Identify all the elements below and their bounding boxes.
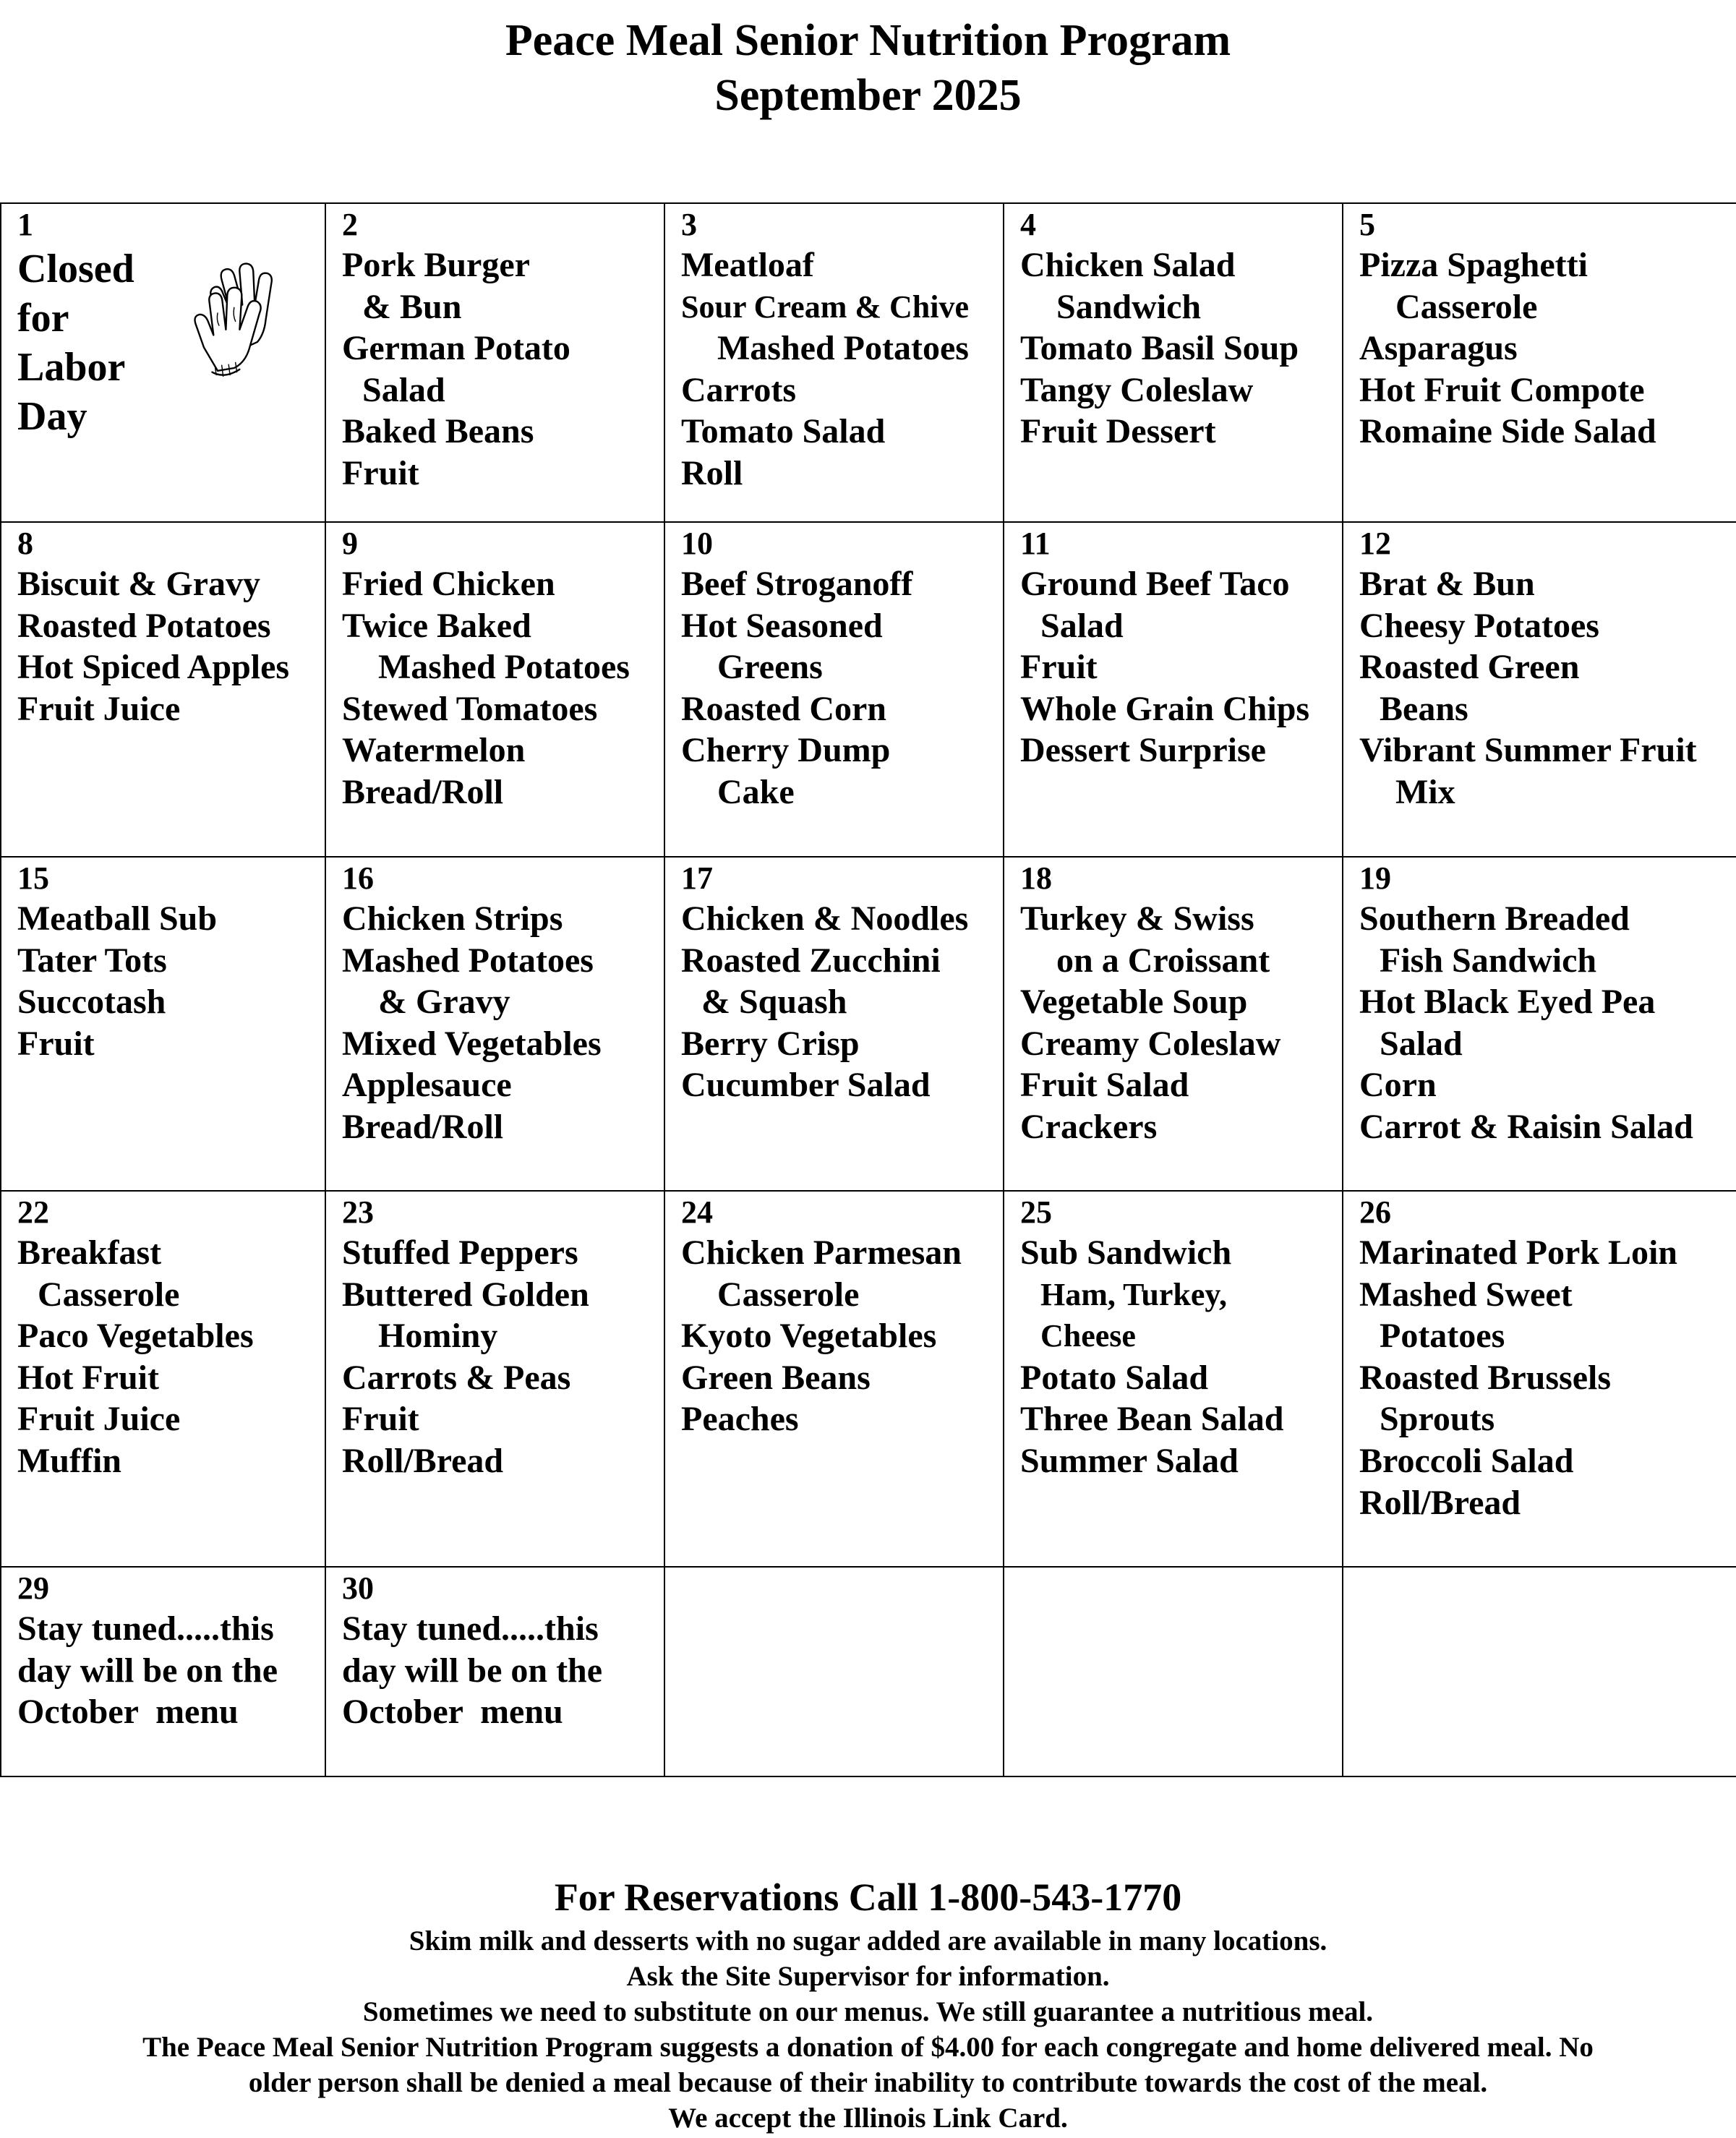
- day-cell-4: [1004, 203, 1343, 522]
- menu-item: Beans: [1380, 689, 1468, 728]
- menu-item: Summer Salad: [1020, 1441, 1239, 1480]
- menu-item: Three Bean Salad: [1020, 1400, 1284, 1439]
- menu-item: Fruit Salad: [1020, 1066, 1189, 1105]
- closed-line: for: [17, 296, 69, 341]
- menu-item: Succotash: [17, 983, 166, 1022]
- day-cell-17: [664, 857, 1004, 1191]
- menu-item: Sub Sandwich: [1020, 1233, 1232, 1272]
- day-cell-10: [664, 522, 1004, 857]
- menu-item: Ground Beef Taco: [1020, 565, 1290, 603]
- menu-item: Carrots: [681, 370, 797, 409]
- day-cell-18: [1004, 857, 1343, 1191]
- day-number: 22: [17, 1194, 49, 1230]
- day-number: 2: [342, 207, 358, 242]
- menu-item: Turkey & Swiss: [1020, 899, 1254, 938]
- day-number: 1: [17, 207, 33, 242]
- menu-item: Mashed Potatoes: [378, 648, 630, 687]
- day-cell-19: [1343, 857, 1736, 1191]
- menu-item: Beef Stroganoff: [681, 565, 913, 603]
- menu-item: Roasted Green: [1359, 648, 1580, 687]
- page-title: [0, 13, 1736, 123]
- menu-item: Ham, Turkey,: [1040, 1276, 1227, 1312]
- menu-item: Fish Sandwich: [1380, 941, 1597, 980]
- menu-item: Crackers: [1020, 1107, 1158, 1146]
- menu-item: Romaine Side Salad: [1359, 412, 1656, 451]
- day-cell-9: [325, 522, 664, 857]
- menu-item: Cheese: [1040, 1318, 1136, 1354]
- menu-item: Breakfast: [17, 1233, 162, 1272]
- footer-note: older person shall be denied a meal because of their inability to contribute towards the cost of the meal.: [248, 2067, 1488, 2098]
- menu-item: Tomato Salad: [681, 412, 886, 451]
- week-row-3: [1, 857, 1736, 1191]
- menu-item: Greens: [717, 648, 823, 687]
- menu-item: Chicken Strips: [342, 899, 563, 938]
- day-number: 25: [1020, 1194, 1052, 1230]
- menu-item: Mixed Vegetables: [342, 1024, 602, 1063]
- day-cell-29: [1, 1567, 325, 1776]
- day-cell-22: [1, 1191, 325, 1567]
- menu-item: Hot Fruit: [17, 1358, 159, 1397]
- menu-item: Fried Chicken: [342, 565, 555, 603]
- menu-item: Vibrant Summer Fruit: [1359, 731, 1697, 770]
- menu-item: October menu: [17, 1693, 239, 1732]
- menu-item: Stewed Tomatoes: [342, 689, 598, 728]
- day-cell-15: [1, 857, 325, 1191]
- menu-item: Salad: [362, 370, 445, 409]
- menu-item: Casserole: [1395, 287, 1538, 326]
- menu-item: Fruit Juice: [17, 689, 181, 728]
- menu-item: Paco Vegetables: [17, 1317, 254, 1356]
- day-number: 30: [342, 1570, 374, 1606]
- menu-item: Stay tuned.....this: [17, 1609, 274, 1648]
- footer-note: Sometimes we need to substitute on our menus. We still guarantee a nutritious meal.: [362, 1996, 1374, 2027]
- menu-item: Salad: [1380, 1024, 1463, 1063]
- day-number: 11: [1020, 526, 1051, 561]
- gloves-icon: [176, 244, 314, 382]
- menu-item: Fruit Dessert: [1020, 412, 1216, 451]
- day-cell-26: [1343, 1191, 1736, 1567]
- menu-item: Brat & Bun: [1359, 565, 1535, 603]
- menu-item: Roasted Potatoes: [17, 606, 271, 645]
- menu-item: Mashed Sweet: [1359, 1275, 1573, 1314]
- menu-item: Casserole: [38, 1275, 180, 1314]
- footer-note: The Peace Meal Senior Nutrition Program suggests a donation of $4.00 for each congregate and home delivered meal. No: [142, 2032, 1594, 2063]
- menu-item: Marinated Pork Loin: [1359, 1233, 1677, 1272]
- menu-item: Casserole: [717, 1275, 860, 1314]
- menu-item: Pizza Spaghetti: [1359, 246, 1588, 284]
- menu-item: Cake: [717, 772, 795, 811]
- day-cell-3: [664, 203, 1004, 522]
- menu-item: Cheesy Potatoes: [1359, 606, 1599, 645]
- menu-item: Tangy Coleslaw: [1020, 370, 1254, 409]
- menu-item: Twice Baked: [342, 606, 531, 645]
- day-cell-5: [1343, 203, 1736, 522]
- menu-item: Whole Grain Chips: [1020, 689, 1310, 728]
- day-cell-23: [325, 1191, 664, 1567]
- day-number: 29: [17, 1570, 49, 1606]
- day-number: 12: [1359, 526, 1391, 561]
- menu-item: Chicken & Noodles: [681, 899, 969, 938]
- menu-item: Berry Crisp: [681, 1024, 860, 1063]
- menu-item: Mix: [1395, 772, 1455, 811]
- menu-item: Stuffed Peppers: [342, 1233, 578, 1272]
- day-cell-1: [1, 203, 325, 522]
- menu-item: Watermelon: [342, 731, 526, 770]
- menu-item: Pork Burger: [342, 246, 530, 284]
- menu-item: Fruit: [1020, 648, 1098, 687]
- menu-item: Vegetable Soup: [1020, 983, 1248, 1022]
- menu-item: Fruit: [17, 1024, 95, 1063]
- footer-note: Skim milk and desserts with no sugar added are available in many locations.: [409, 1925, 1327, 1957]
- menu-item: Peaches: [681, 1400, 799, 1439]
- menu-item: Tater Tots: [17, 941, 167, 980]
- menu-item: Mashed Potatoes: [717, 329, 969, 368]
- menu-item: Broccoli Salad: [1359, 1441, 1574, 1480]
- menu-item: Chicken Parmesan: [681, 1233, 962, 1272]
- day-number: 3: [681, 207, 697, 242]
- day-number: 16: [342, 860, 374, 896]
- day-number: 24: [681, 1194, 713, 1230]
- menu-item: Kyoto Vegetables: [681, 1317, 937, 1356]
- menu-item: & Squash: [701, 983, 847, 1022]
- empty-cell: [1343, 1567, 1736, 1776]
- menu-item: Roasted Corn: [681, 689, 886, 728]
- menu-item: Hot Fruit Compote: [1359, 370, 1645, 409]
- menu-item: Potato Salad: [1020, 1358, 1209, 1397]
- menu-item: Cucumber Salad: [681, 1066, 931, 1105]
- menu-item: Meatball Sub: [17, 899, 218, 938]
- menu-item: on a Croissant: [1056, 941, 1270, 980]
- day-number: 5: [1359, 207, 1375, 242]
- day-number: 18: [1020, 860, 1052, 896]
- menu-item: Fruit: [342, 453, 419, 492]
- week-row-2: [1, 522, 1736, 857]
- menu-item: Creamy Coleslaw: [1020, 1024, 1281, 1063]
- program-title: Peace Meal Senior Nutrition Program: [505, 16, 1231, 65]
- footer-note: Ask the Site Supervisor for information.: [626, 1961, 1110, 1992]
- day-number: 4: [1020, 207, 1036, 242]
- week-row-5: [1, 1567, 1736, 1776]
- month-title: September 2025: [714, 71, 1022, 120]
- menu-item: Chicken Salad: [1020, 246, 1236, 284]
- menu-item: Southern Breaded: [1359, 899, 1630, 938]
- menu-item: Hot Seasoned: [681, 606, 883, 645]
- menu-item: Cherry Dump: [681, 731, 891, 770]
- day-number: 8: [17, 526, 33, 561]
- menu-item: day will be on the: [17, 1651, 278, 1690]
- day-number: 17: [681, 860, 713, 896]
- day-cell-24: [664, 1191, 1004, 1567]
- empty-cell: [1004, 1567, 1343, 1776]
- menu-item: Salad: [1040, 606, 1124, 645]
- menu-item: Roasted Zucchini: [681, 941, 941, 980]
- day-number: 19: [1359, 860, 1391, 896]
- menu-item: October menu: [342, 1693, 563, 1732]
- day-cell-30: [325, 1567, 664, 1776]
- menu-item: Roll/Bread: [342, 1441, 504, 1480]
- menu-item: Roll: [681, 453, 743, 492]
- menu-item: Fruit Juice: [17, 1400, 181, 1439]
- menu-item: Stay tuned.....this: [342, 1609, 599, 1648]
- day-cell-12: [1343, 522, 1736, 857]
- menu-item: Roll/Bread: [1359, 1483, 1521, 1522]
- menu-item: German Potato: [342, 329, 570, 368]
- menu-item: & Gravy: [378, 983, 510, 1022]
- closed-line: Labor: [17, 345, 126, 390]
- menu-item: Bread/Roll: [342, 1107, 504, 1146]
- menu-item: Meatloaf: [681, 246, 814, 284]
- day-number: 15: [17, 860, 49, 896]
- menu-item: Carrots & Peas: [342, 1358, 571, 1397]
- day-number: 23: [342, 1194, 374, 1230]
- menu-item: day will be on the: [342, 1651, 603, 1690]
- menu-item: Corn: [1359, 1066, 1437, 1105]
- day-number: 9: [342, 526, 358, 561]
- reservations-line: For Reservations Call 1-800-543-1770: [554, 1876, 1182, 1919]
- day-cell-8: [1, 522, 325, 857]
- menu-item: Green Beans: [681, 1358, 871, 1397]
- menu-item: Hot Spiced Apples: [17, 648, 290, 687]
- menu-item: & Bun: [362, 287, 462, 326]
- menu-item: Sprouts: [1380, 1400, 1495, 1439]
- menu-item: Carrot & Raisin Salad: [1359, 1107, 1693, 1146]
- menu-item: Tomato Basil Soup: [1020, 329, 1299, 368]
- week-row-4: [1, 1191, 1736, 1567]
- closed-line: Day: [17, 394, 87, 439]
- day-number: 26: [1359, 1194, 1391, 1230]
- menu-item: Applesauce: [342, 1066, 512, 1105]
- menu-item: Fruit: [342, 1400, 419, 1439]
- menu-item: Biscuit & Gravy: [17, 565, 260, 603]
- menu-item: Roasted Brussels: [1359, 1358, 1612, 1397]
- menu-item: Mashed Potatoes: [342, 941, 594, 980]
- menu-item: Potatoes: [1380, 1317, 1505, 1356]
- menu-item: Muffin: [17, 1441, 121, 1480]
- menu-item: Sour Cream & Chive: [681, 288, 970, 325]
- footer-note: We accept the Illinois Link Card.: [668, 2103, 1068, 2134]
- menu-item: Hominy: [378, 1317, 498, 1356]
- week-row-1: [1, 203, 1736, 522]
- menu-item: Hot Black Eyed Pea: [1359, 983, 1656, 1022]
- day-cell-16: [325, 857, 664, 1191]
- day-number: 10: [681, 526, 713, 561]
- menu-item: Sandwich: [1056, 287, 1202, 326]
- menu-item: Asparagus: [1359, 329, 1518, 368]
- day-cell-25: [1004, 1191, 1343, 1567]
- menu-item: Buttered Golden: [342, 1275, 589, 1314]
- day-cell-11: [1004, 522, 1343, 857]
- menu-item: Baked Beans: [342, 412, 534, 451]
- menu-item: Bread/Roll: [342, 772, 504, 811]
- footer: [0, 1871, 1736, 2136]
- closed-line: Closed: [17, 247, 134, 291]
- menu-item: Dessert Surprise: [1020, 731, 1266, 770]
- day-cell-2: [325, 203, 664, 522]
- menu-calendar: [0, 202, 1736, 1777]
- empty-cell: [664, 1567, 1004, 1776]
